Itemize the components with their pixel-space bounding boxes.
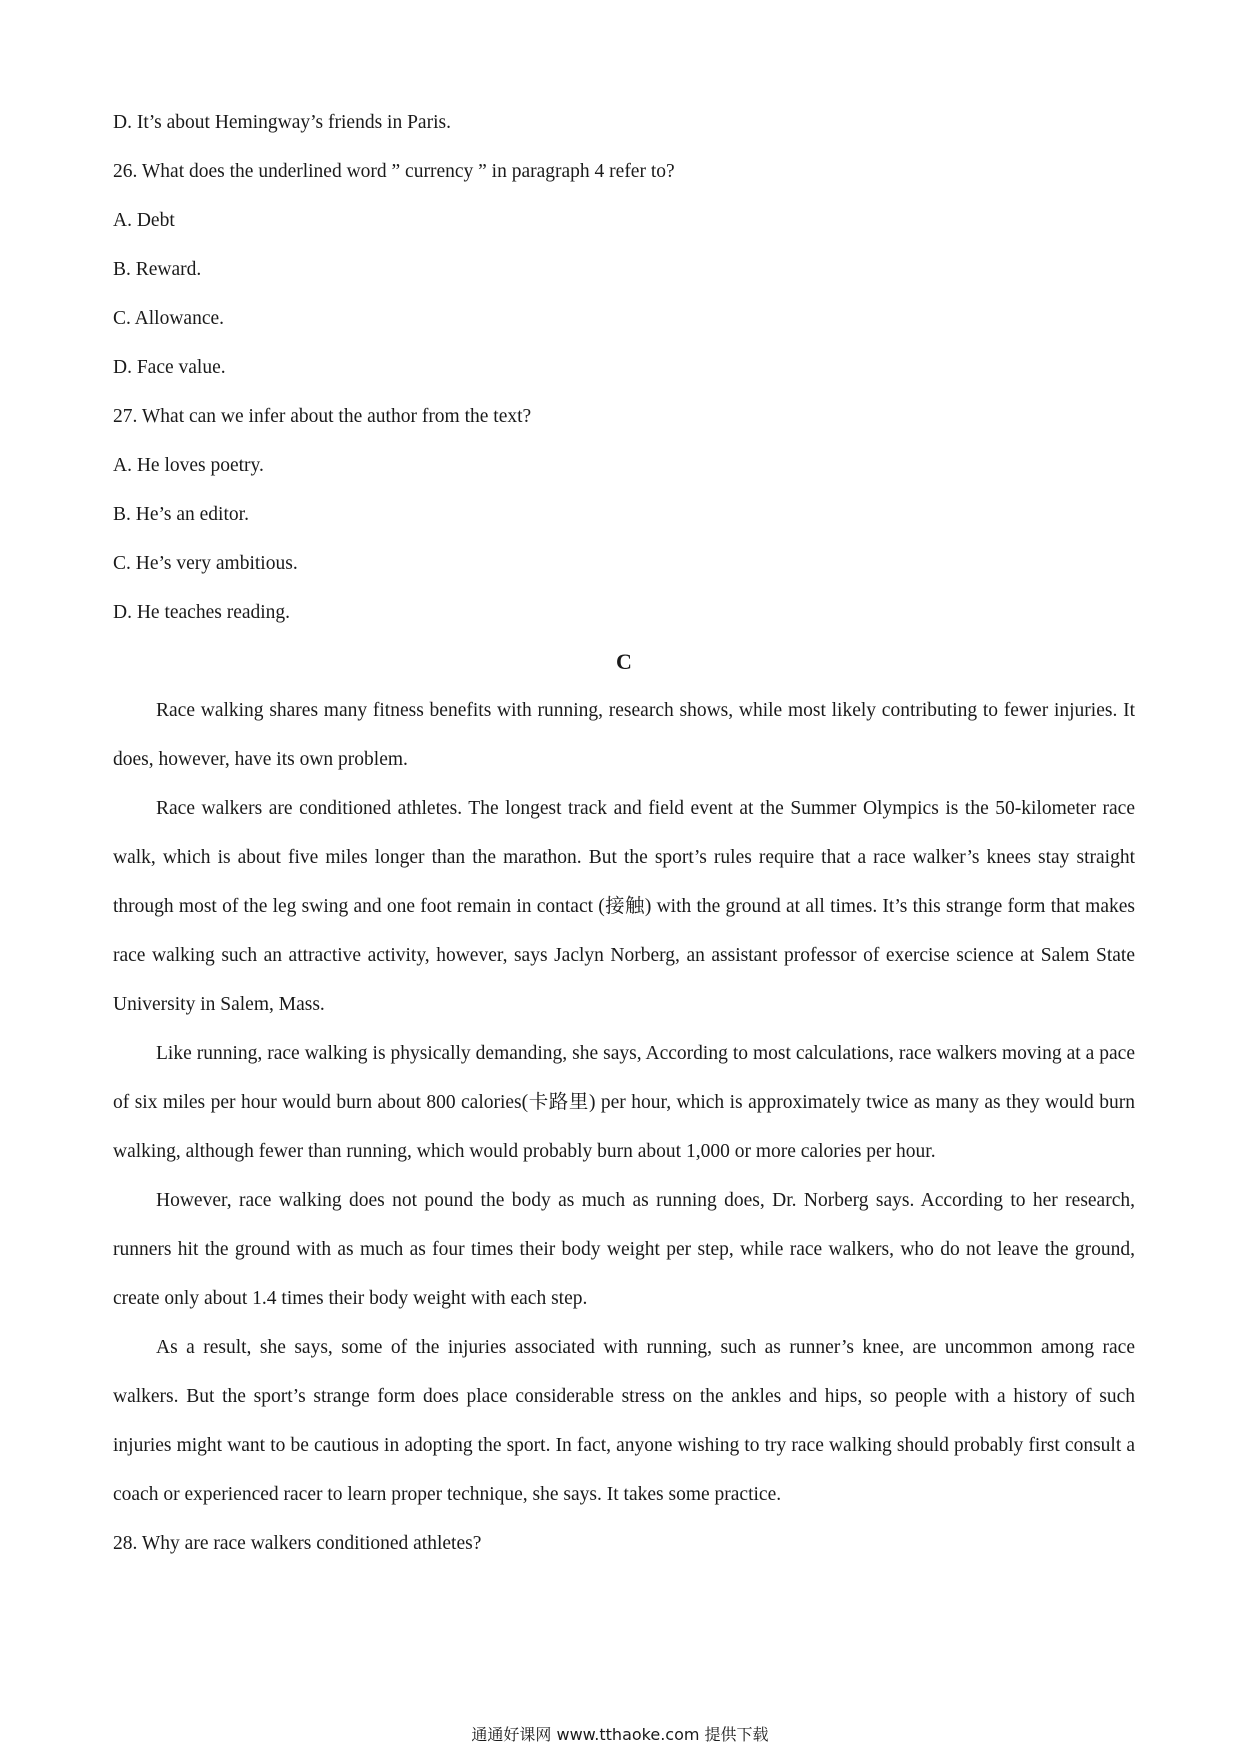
- q26-option-c: C. Allowance.: [113, 308, 225, 329]
- q26-option-d: D. Face value.: [113, 357, 226, 378]
- section-c-paragraph-2: Race walkers are conditioned athletes. The longest track and field event at the Summer Olympics is the 50-kilometer race walk, which is about five miles longer than the marathon. But the sport’s rules require that a race walker’s knees stay straight through most of the leg swing and one foot remain in contact (接触) with the ground at all times. It’s this strange form that makes race walking such an attractive activity, however, says Jaclyn Norberg, an assistant professor of exercise science at Salem State University in Salem, Mass.: [113, 798, 1135, 1015]
- q28-question: 28. Why are race walkers conditioned athletes?: [113, 1533, 482, 1554]
- q27-option-c: C. He’s very ambitious.: [113, 553, 298, 574]
- footer-watermark: 通通好课网 www.tthaoke.com 提供下载: [471, 1725, 769, 1744]
- q27-option-b: B. He’s an editor.: [113, 504, 249, 525]
- q26-option-b: B. Reward.: [113, 259, 202, 280]
- q27-question: 27. What can we infer about the author from the text?: [113, 406, 532, 427]
- section-c-paragraph-4: However, race walking does not pound the body as much as running does, Dr. Norberg says. According to her research, runners hit the ground with as much as four times their body weight per step, while race walkers, who do not leave the ground, create only about 1.4 times their body weight with each step.: [113, 1190, 1135, 1309]
- q27-option-a: A. He loves poetry.: [113, 455, 264, 476]
- section-c-paragraph-1: Race walking shares many fitness benefits with running, research shows, while most likely contributing to fewer injuries. It does, however, have its own problem.: [113, 700, 1135, 770]
- q26-option-a: A. Debt: [113, 210, 175, 231]
- q25-option-d: D. It’s about Hemingway’s friends in Paris.: [113, 112, 451, 133]
- section-c-paragraph-5: As a result, she says, some of the injuries associated with running, such as runner’s knee, are uncommon among race walkers. But the sport’s strange form does place considerable stress on the ankles and hips, so people with a history of such injuries might want to be cautious in adopting the sport. In fact, anyone wishing to try race walking should probably first consult a coach or experienced racer to learn proper technique, she says. It takes some practice.: [113, 1337, 1135, 1505]
- q27-option-d: D. He teaches reading.: [113, 602, 291, 623]
- section-c-paragraph-3: Like running, race walking is physically demanding, she says, According to most calculations, race walkers moving at a pace of six miles per hour would burn about 800 calories(卡路里) per hour, which is approximately twice as many as they would burn walking, although fewer than running, which would probably burn about 1,000 or more calories per hour.: [113, 1043, 1135, 1162]
- section-c-title: C: [616, 649, 632, 674]
- q26-question: 26. What does the underlined word ” currency ” in paragraph 4 refer to?: [113, 161, 675, 182]
- document-content: [113, 98, 1135, 1568]
